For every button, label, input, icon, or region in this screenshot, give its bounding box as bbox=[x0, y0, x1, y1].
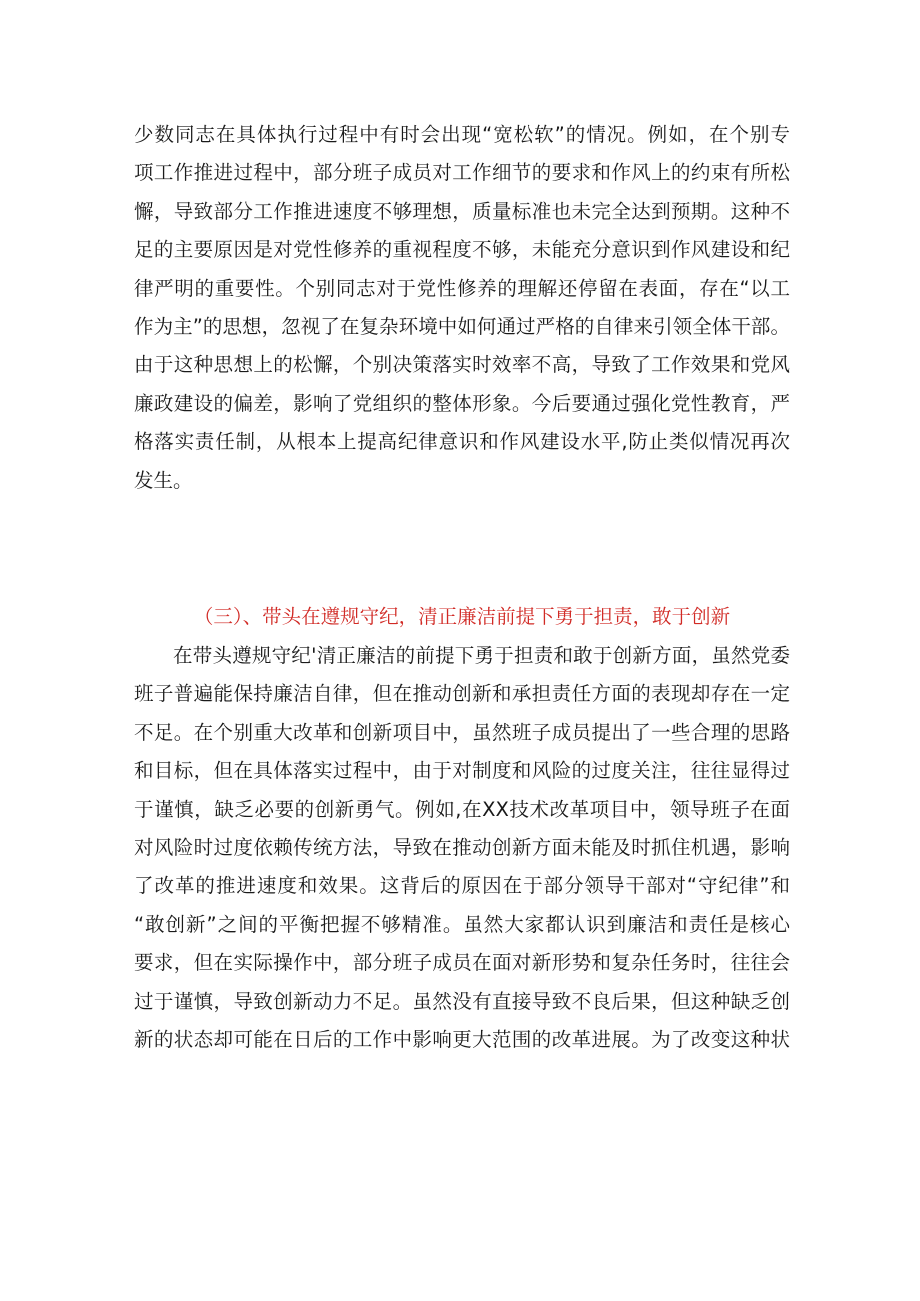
paragraph-line: 于谨慎，缺乏必要的创新勇气。例如,在XX技术改革项目中，领导班子在面 bbox=[134, 797, 790, 821]
paragraph-line: 由于这种思想上的松懈，个别决策落实时效率不高，导致了工作效果和党风 bbox=[134, 353, 790, 377]
paragraph-line: 项工作推进过程中，部分班子成员对工作细节的要求和作风上的约束有所松 bbox=[134, 161, 790, 185]
paragraph-line: 廉政建设的偏差，影响了党组织的整体形象。今后要通过强化党性教育，严 bbox=[134, 391, 790, 415]
paragraph-1 bbox=[134, 116, 790, 500]
paragraph-line: 新的状态却可能在日后的工作中影响更大范围的改革进展。为了改变这种状 bbox=[134, 1027, 790, 1051]
paragraph-line: 发生。 bbox=[134, 468, 193, 492]
paragraph-line: 懈，导致部分工作推进速度不够理想，质量标准也未完全达到预期。这种不 bbox=[134, 199, 790, 223]
paragraph-line: 不足。在个别重大改革和创新项目中，虽然班子成员提出了一些合理的思路 bbox=[134, 720, 790, 744]
paragraph-2 bbox=[134, 637, 790, 1059]
paragraph-line: 作为主”的思想，忽视了在复杂环境中如何通过严格的自律来引领全体干部。 bbox=[134, 314, 790, 338]
paragraph-line: 足的主要原因是对党性修养的重视程度不够，未能充分意识到作风建设和纪 bbox=[134, 238, 790, 262]
paragraph-line: “敢创新”之间的平衡把握不够精准。虽然大家都认识到廉洁和责任是核心 bbox=[134, 912, 790, 936]
paragraph-line: 在带头遵规守纪'清正廉洁的前提下勇于担责和敢于创新方面，虽然党委 bbox=[173, 644, 790, 667]
paragraph-line: 格落实责任制，从根本上提高纪律意识和作风建设水平,防止类似情况再次 bbox=[134, 430, 790, 454]
paragraph-line: 对风险时过度依赖传统方法，导致在推动创新方面未能及时抓住机遇，影响 bbox=[134, 835, 790, 859]
section-heading: （三）、带头在遵规守纪，清正廉洁前提下勇于担责，敢于创新 bbox=[193, 605, 731, 628]
paragraph-line: 过于谨慎，导致创新动力不足。虽然没有直接导致不良后果，但这种缺乏创 bbox=[134, 989, 790, 1013]
paragraph-line: 律严明的重要性。个别同志对于党性修养的理解还停留在表面，存在“以工 bbox=[134, 276, 790, 300]
paragraph-line: 少数同志在具体执行过程中有时会出现“宽松软”的情况。例如，在个别专 bbox=[134, 123, 790, 146]
paragraph-line: 班子普遍能保持廉洁自律，但在推动创新和承担责任方面的表现却存在一定 bbox=[134, 682, 790, 706]
paragraph-line: 了改革的推进速度和效果。这背后的原因在于部分领导干部对“守纪律”和 bbox=[134, 874, 790, 898]
paragraph-line: 和目标，但在具体落实过程中，由于对制度和风险的过度关注，往往显得过 bbox=[134, 759, 790, 783]
paragraph-line: 要求，但在实际操作中，部分班子成员在面对新形势和复杂任务时，往往会 bbox=[134, 951, 790, 975]
